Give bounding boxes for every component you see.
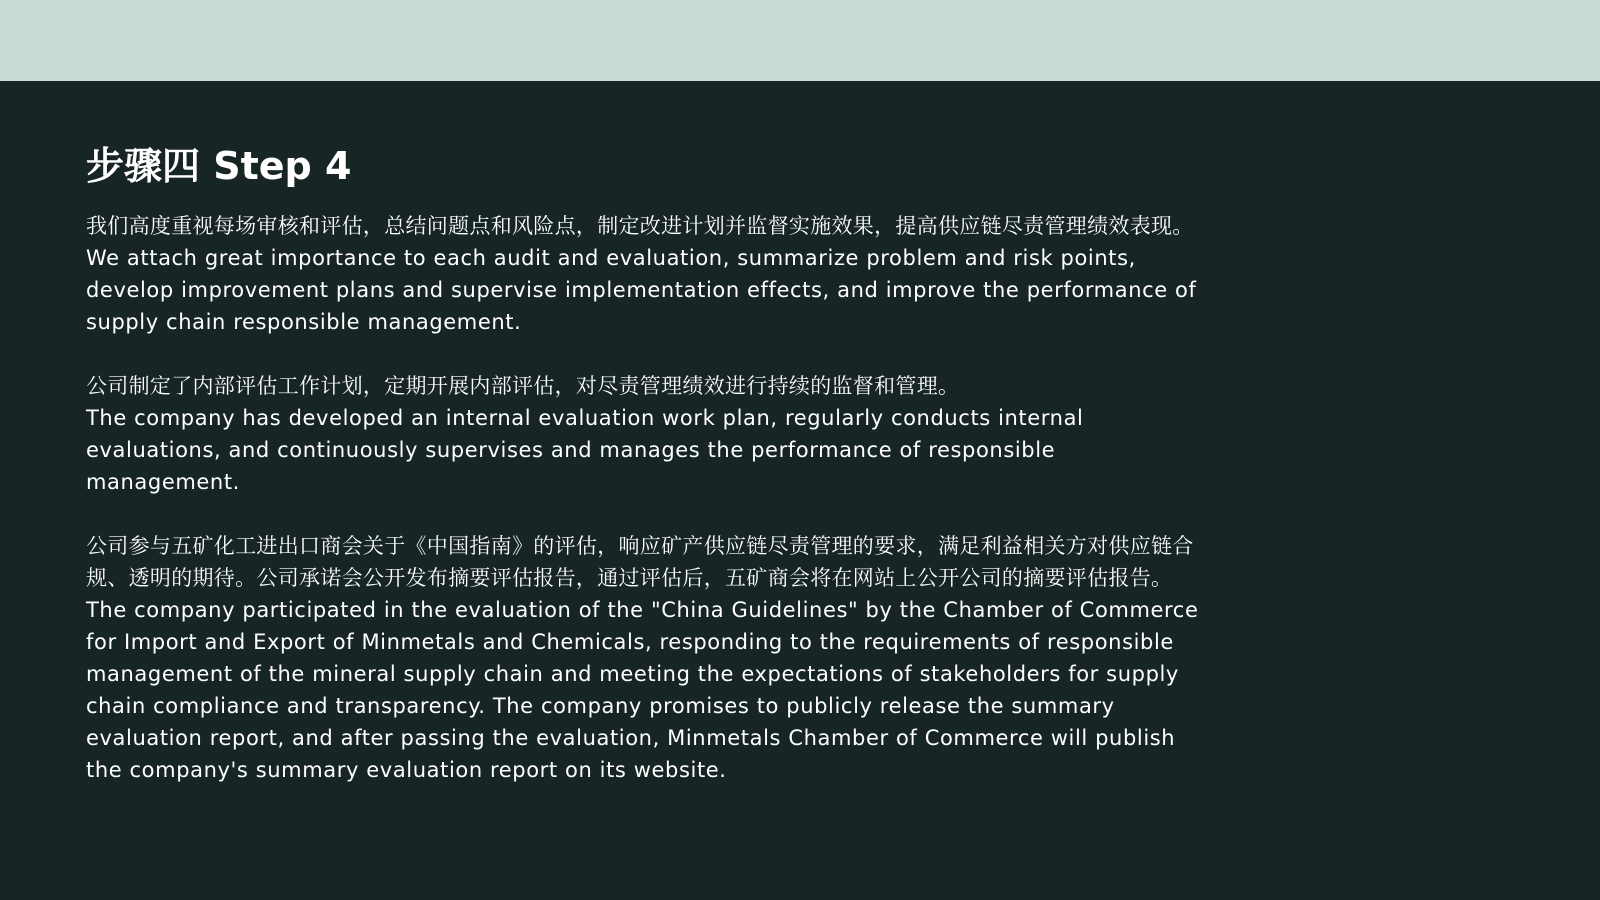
top-color-band — [0, 0, 1600, 81]
slide-content — [86, 136, 1216, 786]
paragraph-review — [86, 210, 1216, 338]
paragraph-internal-evaluation-en: The company has developed an internal evaluation work plan, regularly conducts internal evaluations, and continuously supervises and manages the performance of responsible management. — [86, 406, 1084, 494]
paragraph-gap — [86, 498, 1216, 530]
paragraph-china-guidelines-en: The company participated in the evaluation of the "China Guidelines" by the Chamber of Commerce for Import and Export of Minmetals and Chemicals, responding to the requirements of responsible management of the mineral supply chain and meeting the expectations of stakeholders for supply chain compliance and transparency. The company promises to publicly release the summary evaluation report, and after passing the evaluation, Minmetals Chamber of Commerce will publish the company's summary evaluation report on its website. — [86, 598, 1199, 782]
paragraph-internal-evaluation-zh: 公司制定了内部评估工作计划，定期开展内部评估，对尽责管理绩效进行持续的监督和管理。 — [86, 374, 960, 398]
paragraph-china-guidelines-zh: 公司参与五矿化工进出口商会关于《中国指南》的评估，响应矿产供应链尽责管理的要求，满足利益相关方对供应链合规、透明的期待。公司承诺会公开发布摘要评估报告，通过评估后，五矿商会将在网站上公开公司的摘要评估报告。 — [86, 534, 1194, 590]
slide-title: 步骤四 Step 4 — [86, 144, 352, 188]
paragraph-review-zh: 我们高度重视每场审核和评估，总结问题点和风险点，制定改进计划并监督实施效果，提高供应链尽责管理绩效表现。 — [86, 214, 1194, 238]
paragraph-internal-evaluation — [86, 370, 1216, 498]
paragraph-china-guidelines — [86, 530, 1216, 786]
paragraph-review-en: We attach great importance to each audit and evaluation, summarize problem and risk points, develop improvement plans and supervise implementation effects, and improve the performance of supply chain responsible management. — [86, 246, 1197, 334]
paragraph-gap — [86, 338, 1216, 370]
